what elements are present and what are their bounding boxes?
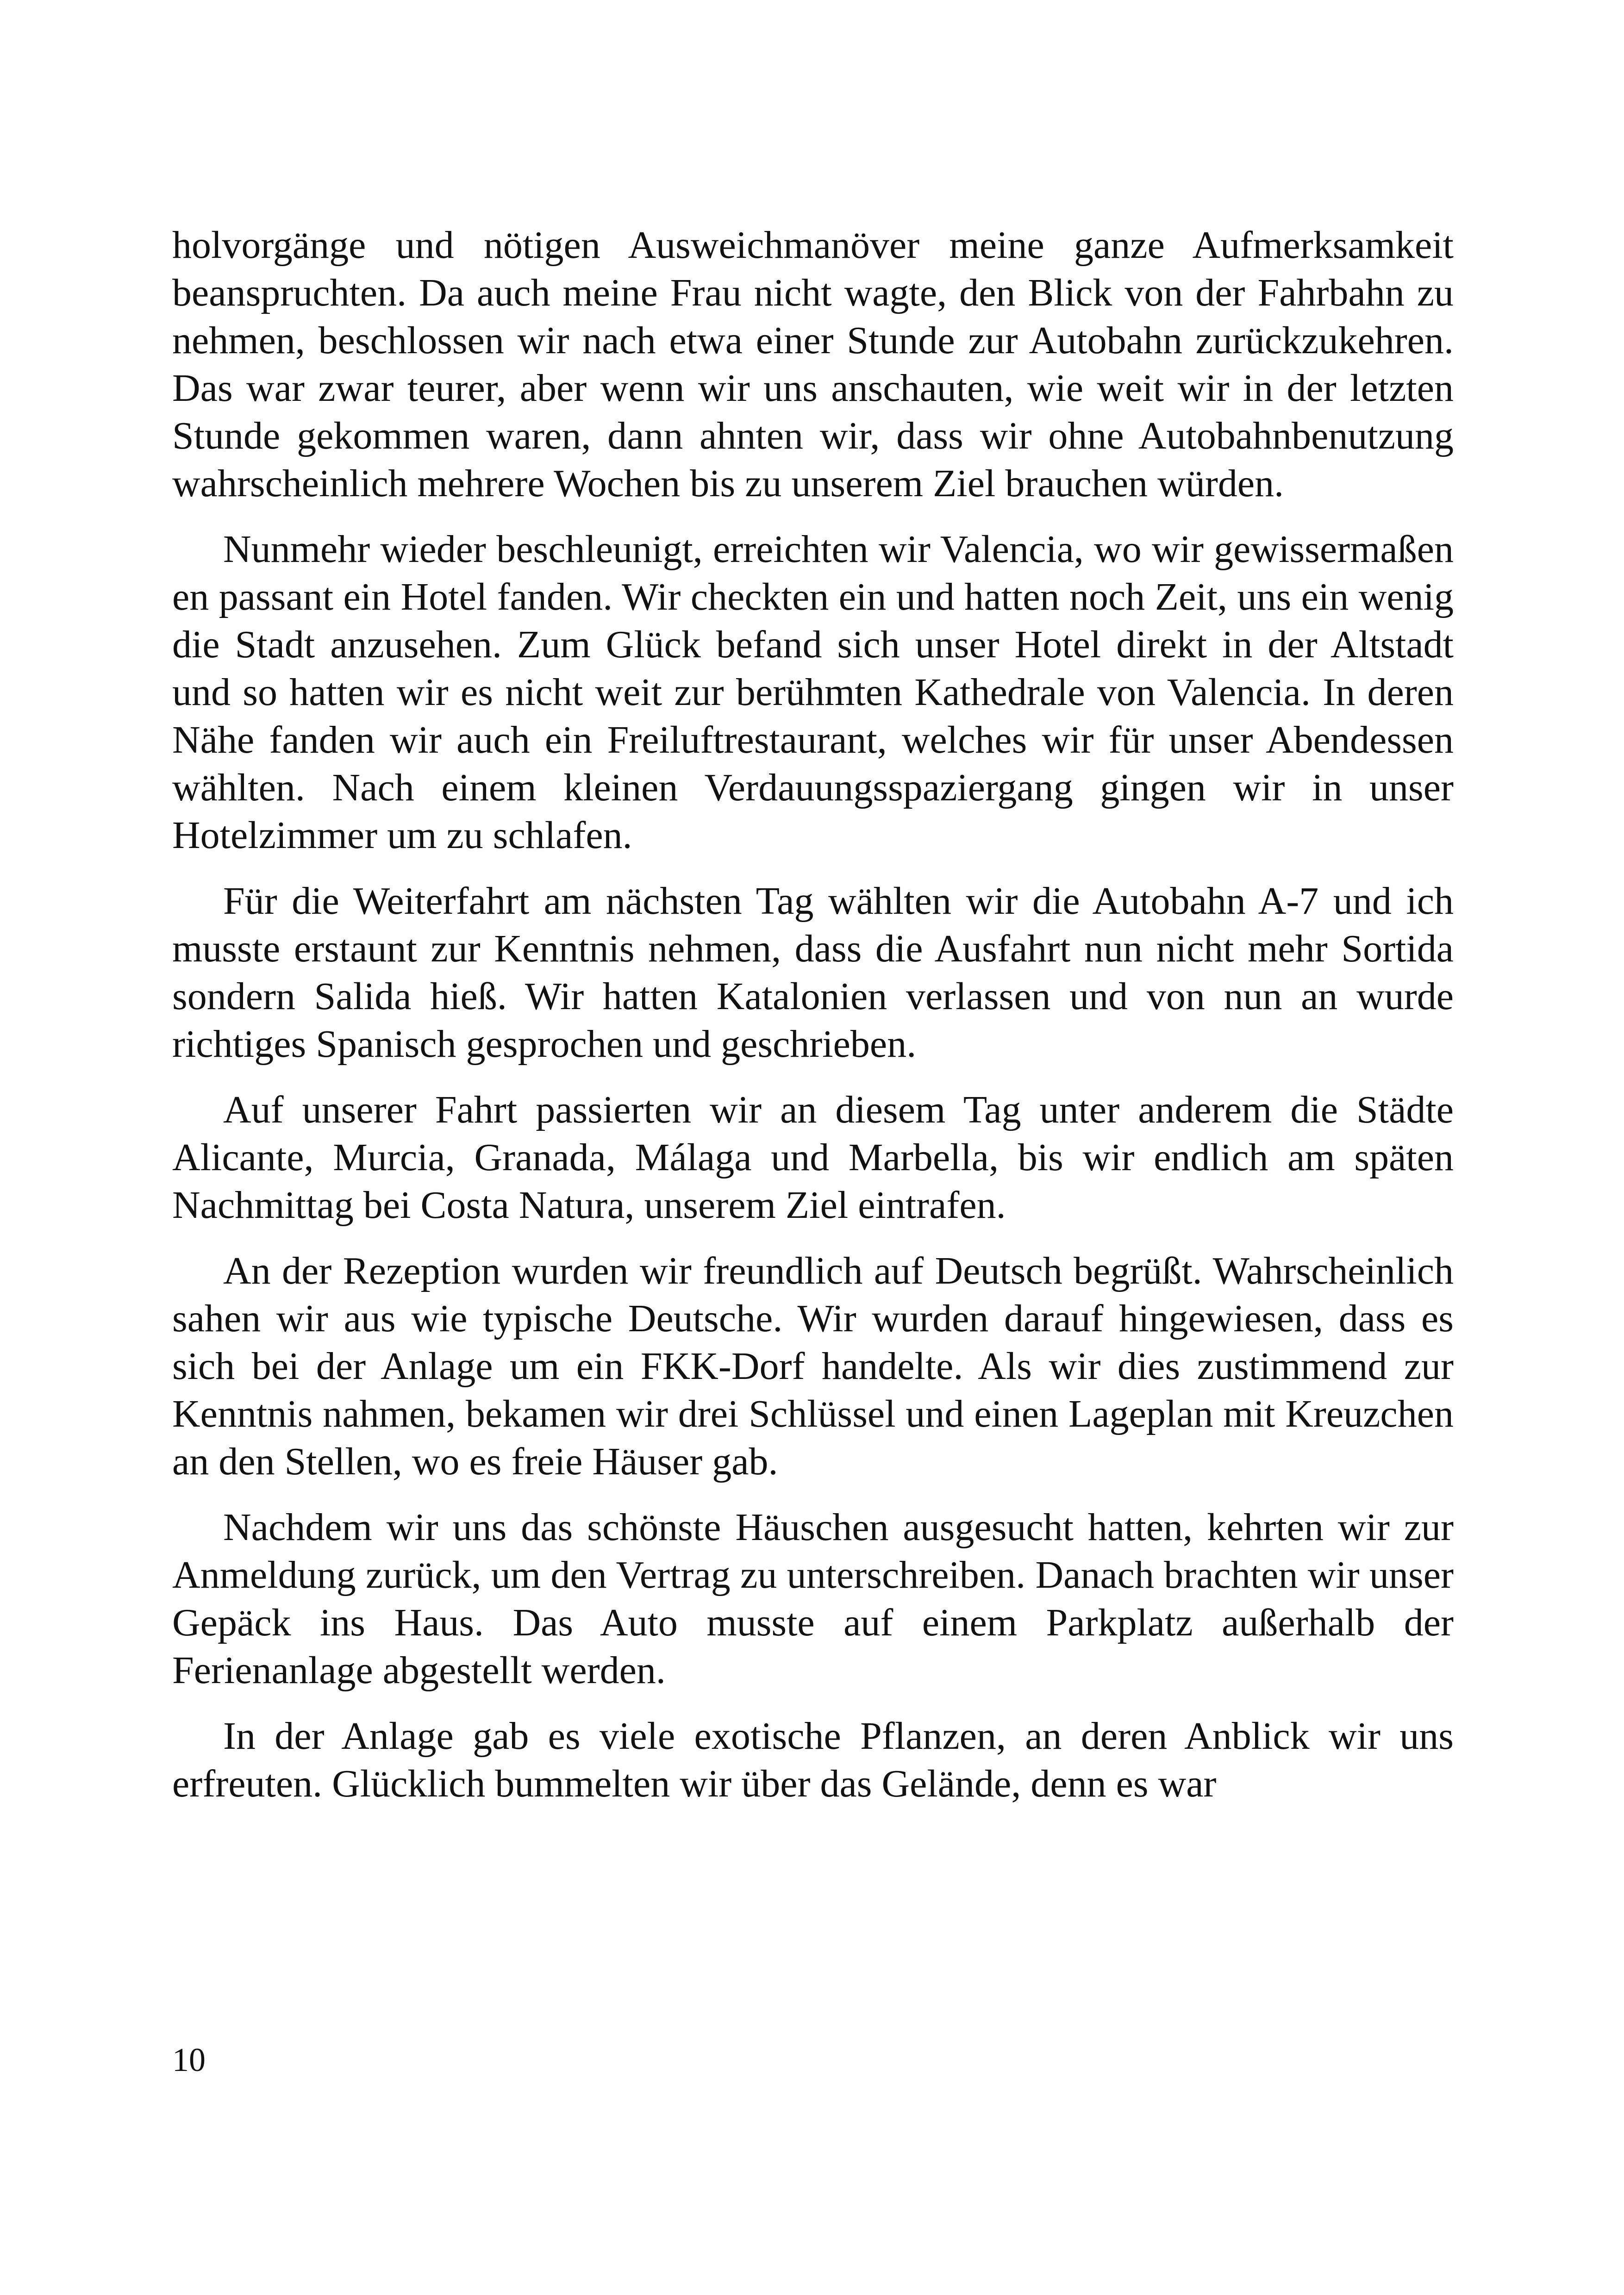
paragraph-6: Nachdem wir uns das schönste Häuschen ausgesucht hatten, kehrten wir zur Anmeldung zurück, um den Vertrag zu unterschreiben. Danach brachten wir unser Gepäck ins Haus. Das Auto musste auf einem Parkplatz außerhalb der Ferienanlage abgestellt werden.	[172, 1506, 1454, 1692]
paragraph-3: Für die Weiterfahrt am nächsten Tag wählten wir die Autobahn A-7 und ich musste erstaunt zur Kenntnis nehmen, dass die Ausfahrt nun nicht mehr Sortida sondern Salida hieß. Wir hatten Katalonien verlassen und von nun an wurde richtiges Spanisch gesprochen und geschrieben.	[172, 879, 1454, 1066]
paragraph-5: An der Rezeption wurden wir freundlich auf Deutsch begrüßt. Wahrscheinlich sahen wir aus wie typische Deutsche. Wir wurden darauf hingewiesen, dass es sich bei der Anlage um ein FKK-Dorf handelte. Als wir dies zustimmend zur Kenntnis nahmen, bekamen wir drei Schlüssel und einen Lageplan mit Kreuzchen an den Stellen, wo es freie Häuser gab.	[172, 1249, 1454, 1483]
paragraph-2: Nunmehr wieder beschleunigt, erreichten wir Valencia, wo wir gewissermaßen en passant ein Hotel fanden. Wir checkten ein und hatten noch Zeit, uns ein wenig die Stadt anzusehen. Zum Glück befand sich unser Hotel direkt in der Altstadt und so hatten wir es nicht weit zur berühmten Kathedrale von Valencia. In deren Nähe fanden wir auch ein Freiluftrestaurant, welches wir für unser Abendessen wählten. Nach einem kleinen Verdauungsspaziergang gingen wir in unser Hotelzimmer um zu schlafen.	[172, 528, 1454, 857]
body-text	[172, 221, 1454, 1808]
paragraph-1: holvorgänge und nötigen Ausweichmanöver meine ganze Aufmerksamkeit beanspruchten. Da auch meine Frau nicht wagte, den Blick von der Fahrbahn zu nehmen, beschlossen wir nach etwa einer Stunde zur Autobahn zurückzukehren. Das war zwar teurer, aber wenn wir uns anschauten, wie weit wir in der letzten Stunde gekommen waren, dann ahnten wir, dass wir ohne Autobahnbenutzung wahrscheinlich mehrere Wochen bis zu unserem Ziel brauchen würden.	[172, 224, 1454, 505]
page-number: 10	[172, 2041, 206, 2078]
paragraph-7: In der Anlage gab es viele exotische Pflanzen, an deren Anblick wir uns erfreuten. Glücklich bummelten wir über das Gelände, denn es war	[172, 1715, 1454, 1805]
paragraph-4: Auf unserer Fahrt passierten wir an diesem Tag unter anderem die Städte Alicante, Murcia, Granada, Málaga und Marbella, bis wir endlich am späten Nachmittag bei Costa Natura, unserem Ziel eintrafen.	[172, 1088, 1454, 1227]
